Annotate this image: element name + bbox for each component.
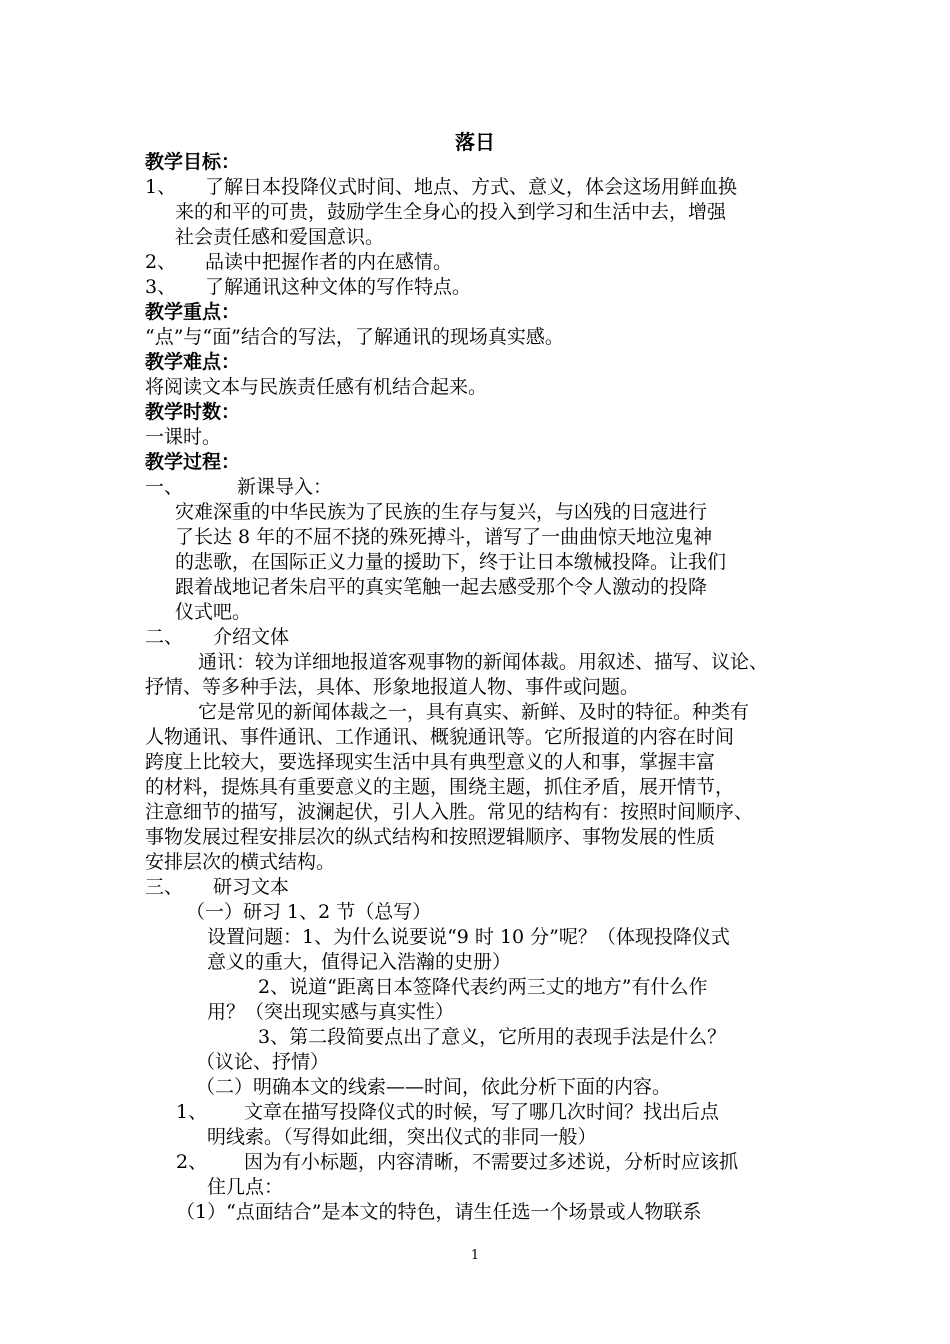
section-3-title: 研习文本: [213, 876, 290, 898]
goal-1-line-1: 了解日本投降仪式时间、地点、方式、意义，体会这场用鲜血换: [205, 176, 738, 198]
section-1-line-4: 跟着战地记者朱启平的真实笔触一起去感受那个令人激动的投降: [175, 576, 708, 598]
section-2-p2-line-2: 人物通讯、事件通讯、工作通讯、概貌通讯等。它所报道的内容在时间: [145, 726, 735, 748]
goal-item-3: [145, 275, 471, 299]
page-number: 1: [470, 1248, 480, 1263]
goal-item-2: [145, 250, 452, 274]
goals-heading: 教学目标：: [145, 151, 241, 173]
clue-2-line-2: 住几点：: [207, 1176, 284, 1198]
section-3-number: 三、: [145, 876, 184, 898]
key-heading: 教学重点：: [145, 301, 241, 323]
goal-3-text: 了解通讯这种文体的写作特点。: [205, 276, 472, 298]
section-2-p2-line-3: 跨度上比较大，要选择现实生活中具有典型意义的人和事，掌握丰富: [145, 751, 716, 773]
key-text: “点”与“面”结合的写法，了解通讯的现场真实感。: [145, 326, 564, 348]
goal-3-number: 3、: [145, 276, 177, 298]
hours-text: 一课时。: [145, 426, 222, 448]
document-title: 落日: [455, 130, 495, 154]
section-2-p2-line-7: 安排层次的横式结构。: [145, 851, 336, 873]
section-2-p2-line-4: 的材料，提炼具有重要意义的主题，围绕主题，抓住矛盾，展开情节，: [145, 776, 735, 798]
clue-1-line-1: 文章在描写投降仪式的时候，写了哪几次时间？找出后点: [244, 1101, 720, 1123]
process-heading: 教学过程：: [145, 451, 241, 473]
section-1-line-3: 的悲歌，在国际正义力量的援助下，终于让日本缴械投降。让我们: [175, 551, 727, 573]
section-2-p2-line-1: 它是常见的新闻体裁之一，具有真实、新鲜、及时的特征。种类有: [198, 701, 750, 723]
goal-1-line-2: 来的和平的可贵，鼓励学生全身心的投入到学习和生活中去，增强: [175, 201, 727, 223]
question-1-line-1: 设置问题：1、为什么说要说“9 时 10 分”呢？（体现投降仪式: [207, 926, 730, 948]
difficulty-heading: 教学难点：: [145, 351, 241, 373]
section-1-line-2: 了长达 8 年的不屈不挠的殊死搏斗，谱写了一曲曲惊天地泣鬼神: [175, 526, 713, 548]
section-3-heading: [145, 875, 289, 899]
section-2-p1-line-1: 通讯：较为详细地报道客观事物的新闻体裁。用叙述、描写、议论、: [198, 651, 769, 673]
clue-2-number: 2、: [176, 1151, 208, 1173]
section-1-line-5: 仪式吧。: [175, 601, 252, 623]
clue-point-1: （1）“点面结合”是本文的特色，请生任选一个场景或人物联系: [176, 1201, 702, 1223]
section-2-heading: [145, 625, 289, 649]
goal-2-text: 品读中把握作者的内在感情。: [205, 251, 453, 273]
clue-2-line-1: 因为有小标题，内容清晰，不需要过多述说，分析时应该抓: [244, 1151, 739, 1173]
clue-item-1: [176, 1100, 719, 1124]
hours-heading: 教学时数：: [145, 401, 241, 423]
section-2-title: 介绍文体: [213, 626, 290, 648]
goal-1-line-3: 社会责任感和爱国意识。: [175, 226, 385, 248]
section-3-sub-1: （一）研习 1、2 节（总写）: [186, 901, 432, 923]
question-2-line-1: 2、说道“距离日本签降代表约两三丈的地方”有什么作: [258, 976, 708, 998]
section-2-p2-line-6: 事物发展过程安排层次的纵式结构和按照逻辑顺序、事物发展的性质: [145, 826, 716, 848]
section-3-sub-2: （二）明确本文的线索——时间，依此分析下面的内容。: [196, 1076, 672, 1098]
goal-1-number: 1、: [145, 176, 177, 198]
section-2-p2-line-5: 注意细节的描写，波澜起伏，引人入胜。常见的结构有：按照时间顺序、: [145, 801, 754, 823]
clue-1-line-2: 明线索。（写得如此细，突出仪式的非同一般）: [207, 1126, 597, 1148]
section-2-number: 二、: [145, 626, 184, 648]
goal-item-1: [145, 175, 737, 199]
section-1-title: 新课导入：: [237, 476, 333, 498]
question-3-line-2: （议论、抒情）: [196, 1051, 330, 1073]
clue-item-2: [176, 1150, 738, 1174]
clue-1-number: 1、: [176, 1101, 208, 1123]
section-1-line-1: 灾难深重的中华民族为了民族的生存与复兴，与凶残的日寇进行: [175, 501, 708, 523]
difficulty-text: 将阅读文本与民族责任感有机结合起来。: [145, 376, 488, 398]
question-2-line-2: 用？（突出现实感与真实性）: [207, 1001, 455, 1023]
goal-2-number: 2、: [145, 251, 177, 273]
section-2-p1-line-2: 抒情、等多种手法，具体、形象地报道人物、事件或问题。: [145, 676, 640, 698]
question-1-line-2: 意义的重大，值得记入浩瀚的史册）: [207, 951, 512, 973]
question-3-line-1: 3、第二段简要点出了意义，它所用的表现手法是什么？: [258, 1026, 727, 1048]
section-1-heading: [145, 475, 332, 499]
section-1-number: 一、: [145, 476, 184, 498]
